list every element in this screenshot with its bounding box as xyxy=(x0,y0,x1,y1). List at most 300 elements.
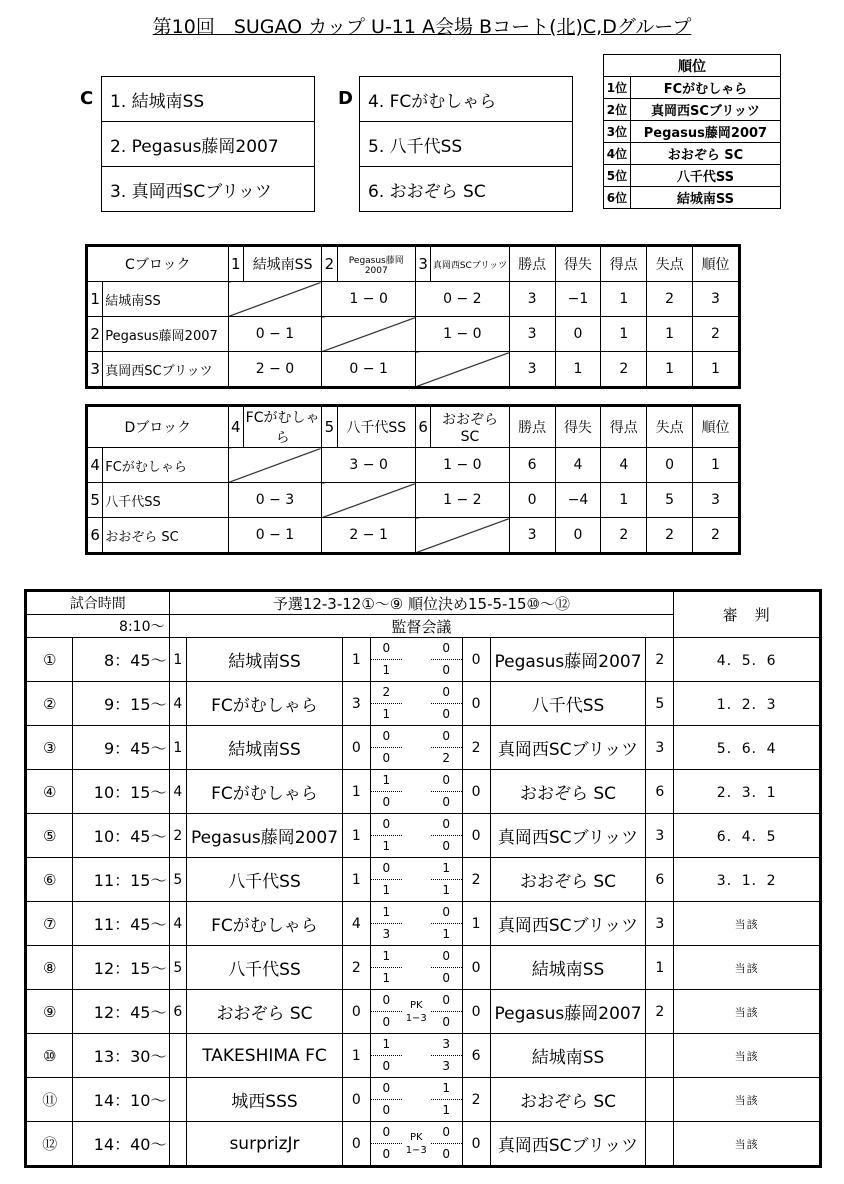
away-team: おおぞら SC xyxy=(490,858,646,902)
block-table-c xyxy=(85,244,741,389)
ranking-pos: 4位 xyxy=(604,143,631,165)
home-team-number: 2 xyxy=(169,814,187,858)
away-team-number: 3 xyxy=(646,726,674,770)
stat-cell: 3 xyxy=(509,282,555,317)
match-row xyxy=(26,814,821,858)
match-time: 10：45〜 xyxy=(73,814,169,858)
home-first-half: 0 xyxy=(371,990,402,1012)
home-half-scores xyxy=(370,638,401,682)
pk-result xyxy=(402,1078,431,1122)
home-score: 1 xyxy=(342,638,370,682)
result-cell: 0 − 2 xyxy=(416,282,510,317)
referee: 3．1．2 xyxy=(674,858,821,902)
time-header: 試合時間 xyxy=(26,591,170,615)
match-row xyxy=(26,1078,821,1122)
pk-result: PK 1−3 xyxy=(402,1122,431,1167)
match-time: 10：15〜 xyxy=(73,770,169,814)
home-team: FCがむしゃら xyxy=(187,770,343,814)
away-first-half: 0 xyxy=(431,814,462,836)
away-second-half: 0 xyxy=(442,971,451,985)
away-team: 結城南SS xyxy=(490,1034,646,1078)
home-score: 1 xyxy=(342,770,370,814)
home-half-scores xyxy=(370,770,401,814)
block-table-d xyxy=(85,404,741,555)
home-team: Pegasus藤岡2007 xyxy=(187,814,343,858)
home-half-scores xyxy=(370,682,401,726)
match-time: 9：45〜 xyxy=(73,726,169,770)
ranking-pos: 6位 xyxy=(604,187,631,209)
match-number: ③ xyxy=(26,726,73,770)
away-second-half: 0 xyxy=(442,1015,451,1029)
away-score: 1 xyxy=(462,902,490,946)
group-d-team-2: 5. 八千代SS xyxy=(360,122,573,167)
page-title xyxy=(0,12,844,39)
away-half-scores xyxy=(431,1078,462,1122)
col-team-name: Pegasus藤岡2007 xyxy=(337,246,415,282)
home-team: surprizJr xyxy=(187,1122,343,1167)
row-team-name: Pegasus藤岡2007 xyxy=(103,317,228,352)
away-first-half: 0 xyxy=(431,726,462,748)
stat-header: 得失 xyxy=(555,406,601,448)
home-team: 結城南SS xyxy=(187,638,343,682)
home-second-half: 0 xyxy=(382,1015,391,1029)
stat-cell: 4 xyxy=(601,448,647,483)
self-match-cell xyxy=(416,352,510,388)
away-score: 0 xyxy=(462,682,490,726)
away-second-half: 2 xyxy=(442,751,451,765)
home-half-scores xyxy=(370,946,401,990)
away-team: 真岡西SCブリッツ xyxy=(490,726,646,770)
home-score: 3 xyxy=(342,682,370,726)
pk-result xyxy=(402,814,431,858)
away-first-half: 0 xyxy=(431,1122,462,1144)
stat-cell: 1 xyxy=(693,352,740,388)
away-second-half: 1 xyxy=(442,927,451,941)
result-cell: 0 − 1 xyxy=(228,518,322,554)
home-second-half: 1 xyxy=(382,971,391,985)
match-time: 11：15〜 xyxy=(73,858,169,902)
home-half-scores xyxy=(370,1034,401,1078)
away-first-half: 3 xyxy=(431,1034,462,1056)
stat-header: 得点 xyxy=(601,406,647,448)
referee: 当該 xyxy=(674,1122,821,1167)
stat-cell: 0 xyxy=(555,518,601,554)
match-number: ⑦ xyxy=(26,902,73,946)
home-team-number: 4 xyxy=(169,682,187,726)
away-team: Pegasus藤岡2007 xyxy=(490,990,646,1034)
stat-cell: 3 xyxy=(693,282,740,317)
stat-cell: 3 xyxy=(509,317,555,352)
page-title-text: 第10回 SUGAO カップ U-11 A会場 Bコート(北)C,Dグループ xyxy=(152,16,692,38)
stat-header: 得点 xyxy=(601,246,647,282)
home-first-half: 1 xyxy=(371,770,402,792)
result-cell: 1 − 0 xyxy=(416,448,510,483)
group-c-team-2: 2. Pegasus藤岡2007 xyxy=(102,122,315,167)
away-second-half: 1 xyxy=(442,883,451,897)
stat-cell: 3 xyxy=(509,352,555,388)
stat-header: 順位 xyxy=(693,406,740,448)
away-team-number: 3 xyxy=(646,814,674,858)
match-row xyxy=(26,638,821,682)
home-half-scores xyxy=(370,1078,401,1122)
match-number: ⑤ xyxy=(26,814,73,858)
result-cell: 2 − 1 xyxy=(322,518,416,554)
match-row xyxy=(26,1122,821,1167)
home-score: 0 xyxy=(342,1122,370,1167)
away-team: 八千代SS xyxy=(490,682,646,726)
col-team-name: FCがむしゃら xyxy=(243,406,321,448)
stat-cell: 1 xyxy=(647,352,693,388)
result-cell: 0 − 1 xyxy=(228,317,322,352)
referee: 当該 xyxy=(674,902,821,946)
group-c-label: C xyxy=(80,88,94,109)
away-half-scores xyxy=(431,770,462,814)
home-score: 1 xyxy=(342,858,370,902)
away-team: 真岡西SCブリッツ xyxy=(490,1122,646,1167)
match-row xyxy=(26,902,821,946)
home-team-number: 5 xyxy=(169,858,187,902)
away-team-number: 1 xyxy=(646,946,674,990)
ranking-team: おおぞら SC xyxy=(630,143,780,165)
match-number: ⑥ xyxy=(26,858,73,902)
referee: 当該 xyxy=(674,990,821,1034)
row-team-number: 3 xyxy=(87,352,103,388)
away-score: 0 xyxy=(462,1122,490,1167)
match-time: 12：15〜 xyxy=(73,946,169,990)
away-score: 0 xyxy=(462,814,490,858)
match-row xyxy=(26,682,821,726)
stat-cell: 3 xyxy=(509,518,555,554)
away-first-half: 1 xyxy=(431,858,462,880)
stat-cell: 2 xyxy=(647,518,693,554)
home-team: 八千代SS xyxy=(187,946,343,990)
away-score: 2 xyxy=(462,858,490,902)
home-second-half: 0 xyxy=(382,1059,391,1073)
home-team: おおぞら SC xyxy=(187,990,343,1034)
stat-cell: 1 xyxy=(601,282,647,317)
stat-cell: 2 xyxy=(601,352,647,388)
match-time: 14：40〜 xyxy=(73,1122,169,1167)
home-second-half: 0 xyxy=(382,751,391,765)
home-second-half: 1 xyxy=(382,883,391,897)
self-match-cell xyxy=(322,483,416,518)
stat-cell: 6 xyxy=(509,448,555,483)
row-team-name: 結城南SS xyxy=(103,282,228,317)
away-second-half: 0 xyxy=(442,707,451,721)
group-c-box xyxy=(101,76,315,212)
away-half-scores xyxy=(431,990,462,1034)
home-half-scores xyxy=(370,902,401,946)
group-d-team-1: 4. FCがむしゃら xyxy=(360,77,573,122)
away-team: 真岡西SCブリッツ xyxy=(490,902,646,946)
home-team: TAKESHIMA FC xyxy=(187,1034,343,1078)
col-team-name: 八千代SS xyxy=(337,406,415,448)
ranking-team: 真岡西SCブリッツ xyxy=(630,99,780,121)
match-row xyxy=(26,946,821,990)
col-team-number: 2 xyxy=(322,246,337,282)
stat-cell: 4 xyxy=(555,448,601,483)
row-team-number: 5 xyxy=(87,483,103,518)
away-second-half: 0 xyxy=(442,795,451,809)
home-team-number: 6 xyxy=(169,990,187,1034)
referee-header: 審 判 xyxy=(674,591,821,638)
home-score: 0 xyxy=(342,1078,370,1122)
block-name: Dブロック xyxy=(87,406,229,448)
away-second-half: 0 xyxy=(442,1147,451,1161)
ranking-pos: 1位 xyxy=(604,77,631,99)
stat-cell: 2 xyxy=(601,518,647,554)
match-row xyxy=(26,726,821,770)
ranking-header: 順位 xyxy=(604,55,781,77)
match-number: ⑪ xyxy=(26,1078,73,1122)
away-team: おおぞら SC xyxy=(490,770,646,814)
away-half-scores xyxy=(431,638,462,682)
home-team: 結城南SS xyxy=(187,726,343,770)
pk-result xyxy=(402,638,431,682)
referee: 5．6．4 xyxy=(674,726,821,770)
home-second-half: 0 xyxy=(382,1103,391,1117)
group-d-team-3: 6. おおぞら SC xyxy=(360,167,573,212)
away-team-number xyxy=(646,1034,674,1078)
away-half-scores xyxy=(431,726,462,770)
away-half-scores xyxy=(431,858,462,902)
stat-cell: 1 xyxy=(693,448,740,483)
away-team-number: 2 xyxy=(646,638,674,682)
referee: 当該 xyxy=(674,1078,821,1122)
away-score: 0 xyxy=(462,990,490,1034)
home-team-number xyxy=(169,1078,187,1122)
ranking-team: FCがむしゃら xyxy=(630,77,780,99)
meeting-note: 監督会議 xyxy=(169,615,674,638)
stat-cell: −1 xyxy=(555,282,601,317)
referee: 当該 xyxy=(674,1034,821,1078)
home-second-half: 0 xyxy=(382,795,391,809)
match-time: 8：45〜 xyxy=(73,638,169,682)
home-half-scores xyxy=(370,990,401,1034)
away-half-scores xyxy=(431,946,462,990)
referee: 2．3．1 xyxy=(674,770,821,814)
start-time: 8:10〜 xyxy=(26,615,170,638)
home-team-number: 1 xyxy=(169,726,187,770)
ranking-pos: 3位 xyxy=(604,121,631,143)
away-first-half: 0 xyxy=(431,946,462,968)
home-first-half: 0 xyxy=(371,638,402,660)
col-team-name: おおぞら SC xyxy=(431,406,509,448)
stat-cell: 1 xyxy=(647,317,693,352)
self-match-cell xyxy=(228,282,322,317)
stat-header: 得失 xyxy=(555,246,601,282)
stat-cell: −4 xyxy=(555,483,601,518)
referee: 4．5．6 xyxy=(674,638,821,682)
match-row xyxy=(26,770,821,814)
home-second-half: 3 xyxy=(382,927,391,941)
home-team-number xyxy=(169,1122,187,1167)
row-team-number: 4 xyxy=(87,448,103,483)
away-team-number: 6 xyxy=(646,770,674,814)
away-half-scores xyxy=(431,1034,462,1078)
stat-cell: 2 xyxy=(647,282,693,317)
home-half-scores xyxy=(370,814,401,858)
away-first-half: 0 xyxy=(431,682,462,704)
home-half-scores xyxy=(370,726,401,770)
pk-result xyxy=(402,726,431,770)
col-team-number: 4 xyxy=(228,406,243,448)
away-score: 6 xyxy=(462,1034,490,1078)
match-row xyxy=(26,1034,821,1078)
away-first-half: 0 xyxy=(431,638,462,660)
away-half-scores xyxy=(431,902,462,946)
col-team-number: 3 xyxy=(416,246,431,282)
group-d-label: D xyxy=(338,88,353,109)
away-team-number: 5 xyxy=(646,682,674,726)
home-half-scores xyxy=(370,1122,401,1167)
away-team-number: 3 xyxy=(646,902,674,946)
format-note: 予選12-3-12①〜⑨ 順位決め15-5-15⑩〜⑫ xyxy=(169,591,674,615)
away-team-number xyxy=(646,1078,674,1122)
away-team: 真岡西SCブリッツ xyxy=(490,814,646,858)
stat-cell: 1 xyxy=(601,483,647,518)
stat-header: 勝点 xyxy=(509,246,555,282)
home-score: 0 xyxy=(342,990,370,1034)
ranking-pos: 5位 xyxy=(604,165,631,187)
home-second-half: 1 xyxy=(382,663,391,677)
referee: 6．4．5 xyxy=(674,814,821,858)
match-number: ① xyxy=(26,638,73,682)
referee: 1．2．3 xyxy=(674,682,821,726)
group-d-box xyxy=(359,76,573,212)
match-number: ④ xyxy=(26,770,73,814)
stat-header: 失点 xyxy=(647,406,693,448)
away-score: 0 xyxy=(462,638,490,682)
row-team-name: 真岡西SCブリッツ xyxy=(103,352,228,388)
home-team-number: 4 xyxy=(169,770,187,814)
result-cell: 2 − 0 xyxy=(228,352,322,388)
stat-cell: 0 xyxy=(555,317,601,352)
home-first-half: 0 xyxy=(371,1078,402,1100)
away-team: おおぞら SC xyxy=(490,1078,646,1122)
stat-header: 順位 xyxy=(693,246,740,282)
match-time: 13：30〜 xyxy=(73,1034,169,1078)
row-team-name: 八千代SS xyxy=(103,483,228,518)
away-first-half: 0 xyxy=(431,990,462,1012)
stat-header: 勝点 xyxy=(509,406,555,448)
away-half-scores xyxy=(431,814,462,858)
home-team: 城西SSS xyxy=(187,1078,343,1122)
row-team-number: 1 xyxy=(87,282,103,317)
away-first-half: 0 xyxy=(431,902,462,924)
home-first-half: 1 xyxy=(371,946,402,968)
stat-cell: 0 xyxy=(647,448,693,483)
stat-cell: 1 xyxy=(555,352,601,388)
away-first-half: 1 xyxy=(431,1078,462,1100)
match-number: ⑨ xyxy=(26,990,73,1034)
pk-result xyxy=(402,902,431,946)
away-score: 0 xyxy=(462,946,490,990)
home-team: FCがむしゃら xyxy=(187,682,343,726)
row-team-number: 2 xyxy=(87,317,103,352)
row-team-name: おおぞら SC xyxy=(103,518,228,554)
ranking-team: 結城南SS xyxy=(630,187,780,209)
home-first-half: 1 xyxy=(371,902,402,924)
referee: 当該 xyxy=(674,946,821,990)
home-team-number xyxy=(169,1034,187,1078)
match-number: ⑫ xyxy=(26,1122,73,1167)
away-half-scores xyxy=(431,682,462,726)
home-half-scores xyxy=(370,858,401,902)
away-team-number: 6 xyxy=(646,858,674,902)
stat-cell: 2 xyxy=(693,518,740,554)
match-number: ⑧ xyxy=(26,946,73,990)
row-team-number: 6 xyxy=(87,518,103,554)
home-first-half: 0 xyxy=(371,726,402,748)
away-first-half: 0 xyxy=(431,770,462,792)
stat-cell: 0 xyxy=(509,483,555,518)
result-cell: 1 − 0 xyxy=(416,317,510,352)
away-second-half: 0 xyxy=(442,663,451,677)
home-team: FCがむしゃら xyxy=(187,902,343,946)
home-first-half: 0 xyxy=(371,858,402,880)
result-cell: 3 − 0 xyxy=(322,448,416,483)
home-score: 1 xyxy=(342,1034,370,1078)
match-row xyxy=(26,858,821,902)
pk-result xyxy=(402,770,431,814)
pk-result xyxy=(402,682,431,726)
home-team-number: 4 xyxy=(169,902,187,946)
result-cell: 1 − 0 xyxy=(322,282,416,317)
away-team: Pegasus藤岡2007 xyxy=(490,638,646,682)
match-number: ② xyxy=(26,682,73,726)
ranking-team: Pegasus藤岡2007 xyxy=(630,121,780,143)
stat-cell: 5 xyxy=(647,483,693,518)
self-match-cell xyxy=(228,448,322,483)
pk-result: PK 1−3 xyxy=(402,990,431,1034)
match-time: 9：15〜 xyxy=(73,682,169,726)
home-score: 1 xyxy=(342,814,370,858)
col-team-number: 5 xyxy=(322,406,337,448)
col-team-name: 結城南SS xyxy=(243,246,321,282)
home-first-half: 0 xyxy=(371,1122,402,1144)
match-schedule-table xyxy=(24,589,822,1168)
home-team-number: 1 xyxy=(169,638,187,682)
col-team-number: 6 xyxy=(416,406,431,448)
away-team-number: 2 xyxy=(646,990,674,1034)
self-match-cell xyxy=(416,518,510,554)
stat-cell: 1 xyxy=(601,317,647,352)
stat-header: 失点 xyxy=(647,246,693,282)
home-score: 2 xyxy=(342,946,370,990)
away-half-scores xyxy=(431,1122,462,1167)
stat-cell: 2 xyxy=(693,317,740,352)
ranking-team: 八千代SS xyxy=(630,165,780,187)
match-time: 12：45〜 xyxy=(73,990,169,1034)
col-team-name: 真岡西SCブリッツ xyxy=(431,246,509,282)
row-team-name: FCがむしゃら xyxy=(103,448,228,483)
ranking-pos: 2位 xyxy=(604,99,631,121)
result-cell: 0 − 1 xyxy=(322,352,416,388)
home-first-half: 2 xyxy=(371,682,402,704)
away-score: 2 xyxy=(462,726,490,770)
away-second-half: 0 xyxy=(442,839,451,853)
match-time: 14：10〜 xyxy=(73,1078,169,1122)
away-second-half: 3 xyxy=(442,1059,451,1073)
home-first-half: 0 xyxy=(371,814,402,836)
home-score: 4 xyxy=(342,902,370,946)
home-team-number: 5 xyxy=(169,946,187,990)
away-team: 結城南SS xyxy=(490,946,646,990)
away-score: 2 xyxy=(462,1078,490,1122)
match-number: ⑩ xyxy=(26,1034,73,1078)
pk-result xyxy=(402,858,431,902)
